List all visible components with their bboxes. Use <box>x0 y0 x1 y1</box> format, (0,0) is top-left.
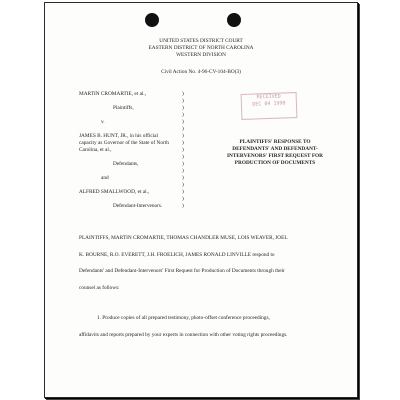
civil-action-number: Civil Action No. 4-96-CV-104-BO(3) <box>161 69 241 75</box>
punch-hole-right <box>227 13 241 27</box>
caption-line: v. <box>101 119 105 125</box>
caption-line <box>79 168 191 175</box>
body-line: Defendants' and Defendant-Intervenors' First Request for Production of Documents through their <box>79 268 285 274</box>
stamp-line: RECEIVED <box>256 93 281 101</box>
caption-parentheses <box>182 91 184 210</box>
received-stamp <box>241 92 298 120</box>
paren: ) <box>182 154 184 160</box>
court-name: UNITED STATES DISTRICT COURT <box>159 38 243 44</box>
body-line: affidavits and reports prepared by your experts in connection with other voting rights proceedings. <box>79 331 288 338</box>
paren: ) <box>182 112 184 118</box>
caption-line: JAMES B. HUNT, JR., in his official <box>79 133 158 139</box>
district-name: EASTERN DISTRICT OF NORTH CAROLINA <box>148 45 254 51</box>
paren: ) <box>182 126 184 132</box>
paren: ) <box>182 91 184 97</box>
document-page <box>44 2 358 398</box>
response-title-line: PLAINTIFFS' RESPONSE TO <box>239 139 311 145</box>
caption-line: Defendants, <box>113 161 139 167</box>
caption-line: MARTIN CROMARTIE, et al., <box>79 91 147 97</box>
body-line: 1. Produce copies of all prepared testimony, photo-offset conference proceedings, <box>97 315 270 321</box>
body-line: counsel as follows: <box>79 284 120 291</box>
paren: ) <box>182 140 184 146</box>
caption-line <box>79 126 191 133</box>
caption-line: Carolina, et al., <box>79 147 112 153</box>
caption-line <box>79 98 191 105</box>
stamp-date: DEC 04 1998 <box>252 100 286 108</box>
caption-line: and <box>101 175 109 181</box>
paren: ) <box>182 133 184 139</box>
caption-line <box>79 196 191 203</box>
caption-line <box>79 154 191 161</box>
caption-line: capacity as Governor of the State of North <box>79 140 169 146</box>
paren: ) <box>182 161 184 167</box>
division-name: WESTERN DIVISION <box>176 52 226 58</box>
response-title-line: DEFENDANTS' AND DEFENDANT- <box>232 146 318 152</box>
paren: ) <box>182 119 184 125</box>
response-title <box>215 139 335 167</box>
paren: ) <box>182 105 184 111</box>
paren: ) <box>182 196 184 202</box>
paren: ) <box>182 175 184 181</box>
response-title-line: PRODUCTION OF DOCUMENTS <box>234 160 316 166</box>
punch-hole-left <box>145 13 159 27</box>
body-line: PLAINTIFFS, MARTIN CROMARTIE, THOMAS CHANDLER MUSE, LOIS WEAVER, JOEL <box>79 235 288 241</box>
paren: ) <box>182 189 184 195</box>
caption-line <box>79 182 191 189</box>
caption-line: ALFRED SMALLWOOD, et al., <box>79 189 150 195</box>
paren: ) <box>182 147 184 153</box>
caption-line: Defendant-Intervenors. <box>113 203 163 209</box>
intro-paragraph <box>79 235 339 301</box>
caption-line: Plaintiffs, <box>113 105 134 111</box>
paren: ) <box>182 203 184 209</box>
request-item-1 <box>79 315 339 348</box>
body-line: K. BOURNE, R.O. EVERETT, J.H. FROELICH, JAMES RONALD LINVILLE respond to <box>79 251 275 258</box>
response-title-line: INTERVENORS' FIRST REQUEST FOR <box>226 153 324 159</box>
paren: ) <box>182 168 184 174</box>
paren: ) <box>182 98 184 104</box>
case-caption <box>79 91 191 210</box>
caption-line <box>79 112 191 119</box>
paren: ) <box>182 182 184 188</box>
